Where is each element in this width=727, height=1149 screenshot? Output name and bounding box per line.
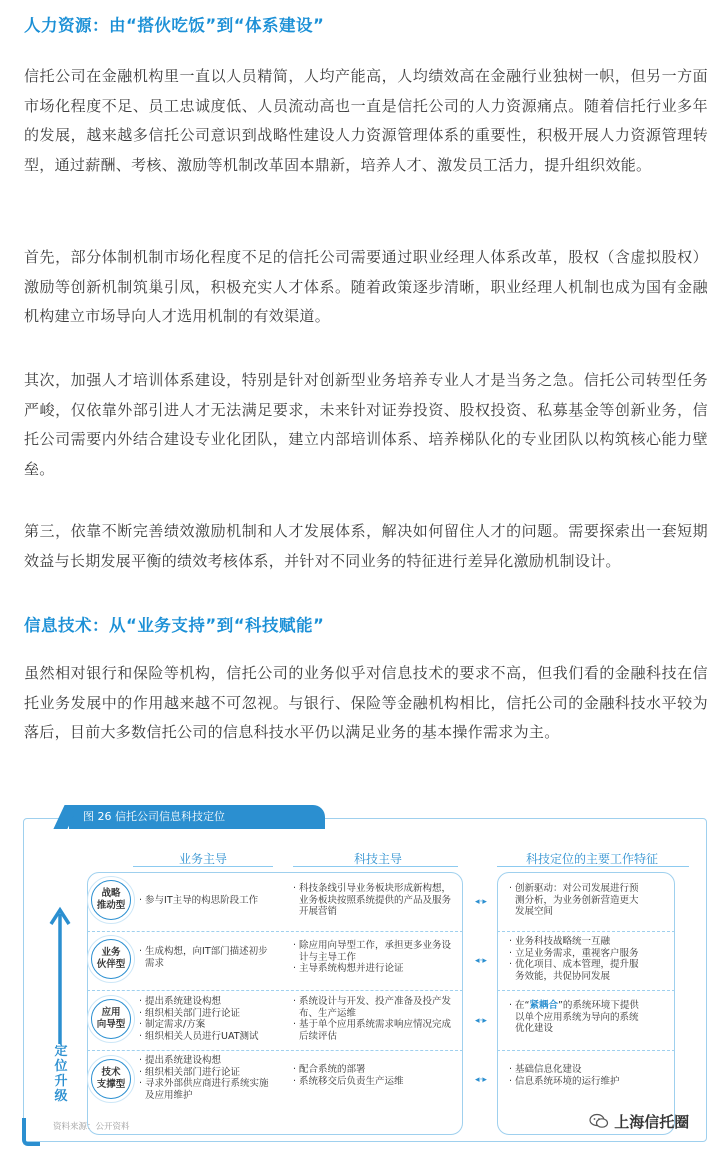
tech-cell: · 配合系统的部署 · 系统移交后负责生产运维 [293, 1064, 404, 1087]
paragraph: 首先，部分体制机制市场化程度不足的信托公司需要通过职业经理人体系改革，股权（含虚拟股权）激励等创新机制筑巢引凤，积极充实人才体系。随着政策逐步清晰，职业经理人机制也成为国有金融机构建立市场导向人才选用机制的有效渠道。 [24, 248, 708, 325]
col-head-business: 业务主导 [178, 852, 227, 866]
tech-cell: · 科技条线引导业务板块形成新构想， 业务板块按照系统提供的产品及服务 开展营销 [293, 883, 452, 917]
row-divider [497, 990, 675, 991]
col-underline [133, 866, 273, 867]
row-divider [87, 931, 463, 932]
col-underline [293, 866, 458, 867]
figure-title: 图 26 信托公司信息科技定位 [69, 805, 325, 829]
features-cell: · 基础信息化建设 · 信息系统环境的运行维护 [509, 1064, 620, 1087]
tech-cell: · 除应用向导型工作，承担更多业务设 计与主导工作 · 主导系统构想并进行论证 [293, 940, 452, 974]
features-cell: · 在“紧耦合”的系统环境下提供 以单个应用系统为导向的系统 优化建设 [509, 1000, 639, 1034]
type-circle: 战略 推动型 [91, 880, 131, 920]
col-head-features: 科技定位的主要工作特征 [525, 852, 658, 866]
highlight-term: 紧耦合 [529, 1000, 558, 1011]
double-arrow-icon: ◂·▸ [475, 1075, 487, 1085]
row-divider [497, 931, 675, 932]
tech-cell: · 系统设计与开发、投产准备及投产发 布、生产运维 · 基于单个应用系统需求响应情况完成 后续评估 [293, 996, 452, 1042]
type-circle: 应用 向导型 [91, 999, 131, 1039]
col-underline [497, 866, 689, 867]
paragraph: 虽然相对银行和保险等机构，信托公司的业务似乎对信息技术的要求不高，但我们看的金融科技在信托业务发展中的作用越来越不可忽视。与银行、保险等金融机构相比，信托公司的金融科技水平较为落后，目前大多数信托公司的信息科技水平仍以满足业务的基本操作需求为主。 [24, 664, 708, 741]
features-cell: · 创新驱动：对公司发展进行预 测分析，为业务创新营造更大 发展空间 [509, 883, 639, 917]
section-heading-it: 信息技术：从“业务支持”到“科技赋能” [24, 616, 325, 635]
figure-source: 资料来源：公开资料 [53, 1122, 130, 1132]
business-cell: · 提出系统建设构想 · 组织相关部门进行论证 · 寻求外部供应商进行系统实施 及应用维护 [139, 1055, 269, 1101]
double-arrow-icon: ◂·▸ [475, 1016, 487, 1026]
row-divider [497, 1050, 675, 1051]
watermark: 上海信托圈 [589, 1111, 689, 1132]
col-head-tech: 科技主导 [353, 852, 402, 866]
paragraph: 其次，加强人才培训体系建设，特别是针对创新型业务培养专业人才是当务之急。信托公司转型任务严峻，仅依靠外部引进人才无法满足要求，未来针对证券投资、股权投资、私募基金等创新业务，信托公司需要内外结合建设专业化团队，建立内部培训体系、培养梯队化的专业团队以构筑核心能力壁垒。 [24, 371, 708, 478]
row-divider [87, 1050, 463, 1051]
business-cell: · 生成构想，向IT部门描述初步 需求 [139, 946, 268, 969]
wechat-icon [589, 1113, 609, 1129]
paragraph: 信托公司在金融机构里一直以人员精简，人均产能高，人均绩效高在金融行业独树一帜，但另一方面市场化程度不足、员工忠诚度低、人员流动高也一直是信托公司的人力资源痛点。随着信托行业多年的发展，越来越多信托公司意识到战略性建设人力资源管理体系的重要性，积极开展人力资源管理转型，通过薪酬、考核、激励等机制改革固本鼎新，培养人才、激发员工活力，提升组织效能。 [24, 67, 708, 174]
business-cell: · 提出系统建设构想 · 组织相关部门进行论证 · 制定需求/方案 · 组织相关人员进行UAT测试 [139, 996, 259, 1042]
paragraph: 第三，依靠不断完善绩效激励机制和人才发展体系，解决如何留住人才的问题。需要探索出一套短期效益与长期发展平衡的绩效考核体系，并针对不同业务的特征进行差异化激励机制设计。 [24, 522, 708, 570]
type-circle: 技术 支撑型 [91, 1059, 131, 1099]
section-heading-hr: 人力资源：由“搭伙吃饭”到“体系建设” [24, 16, 325, 35]
upgrade-arrow-icon [48, 906, 72, 1046]
business-cell: · 参与IT主导的构思阶段工作 [139, 895, 259, 906]
features-cell: · 业务科技战略统一互融 · 立足业务需求，重视客户服务 · 优化项目、成本管理，提升服 务效能，共促协同发展 [509, 936, 639, 982]
double-arrow-icon: ◂·▸ [475, 956, 487, 966]
figure-it-positioning [23, 810, 707, 1142]
type-circle: 业务 伙伴型 [91, 939, 131, 979]
row-divider [87, 990, 463, 991]
frame-corner-accent [22, 1118, 40, 1146]
double-arrow-icon: ◂·▸ [475, 897, 487, 907]
vertical-label: 定位升级 [54, 1044, 68, 1104]
